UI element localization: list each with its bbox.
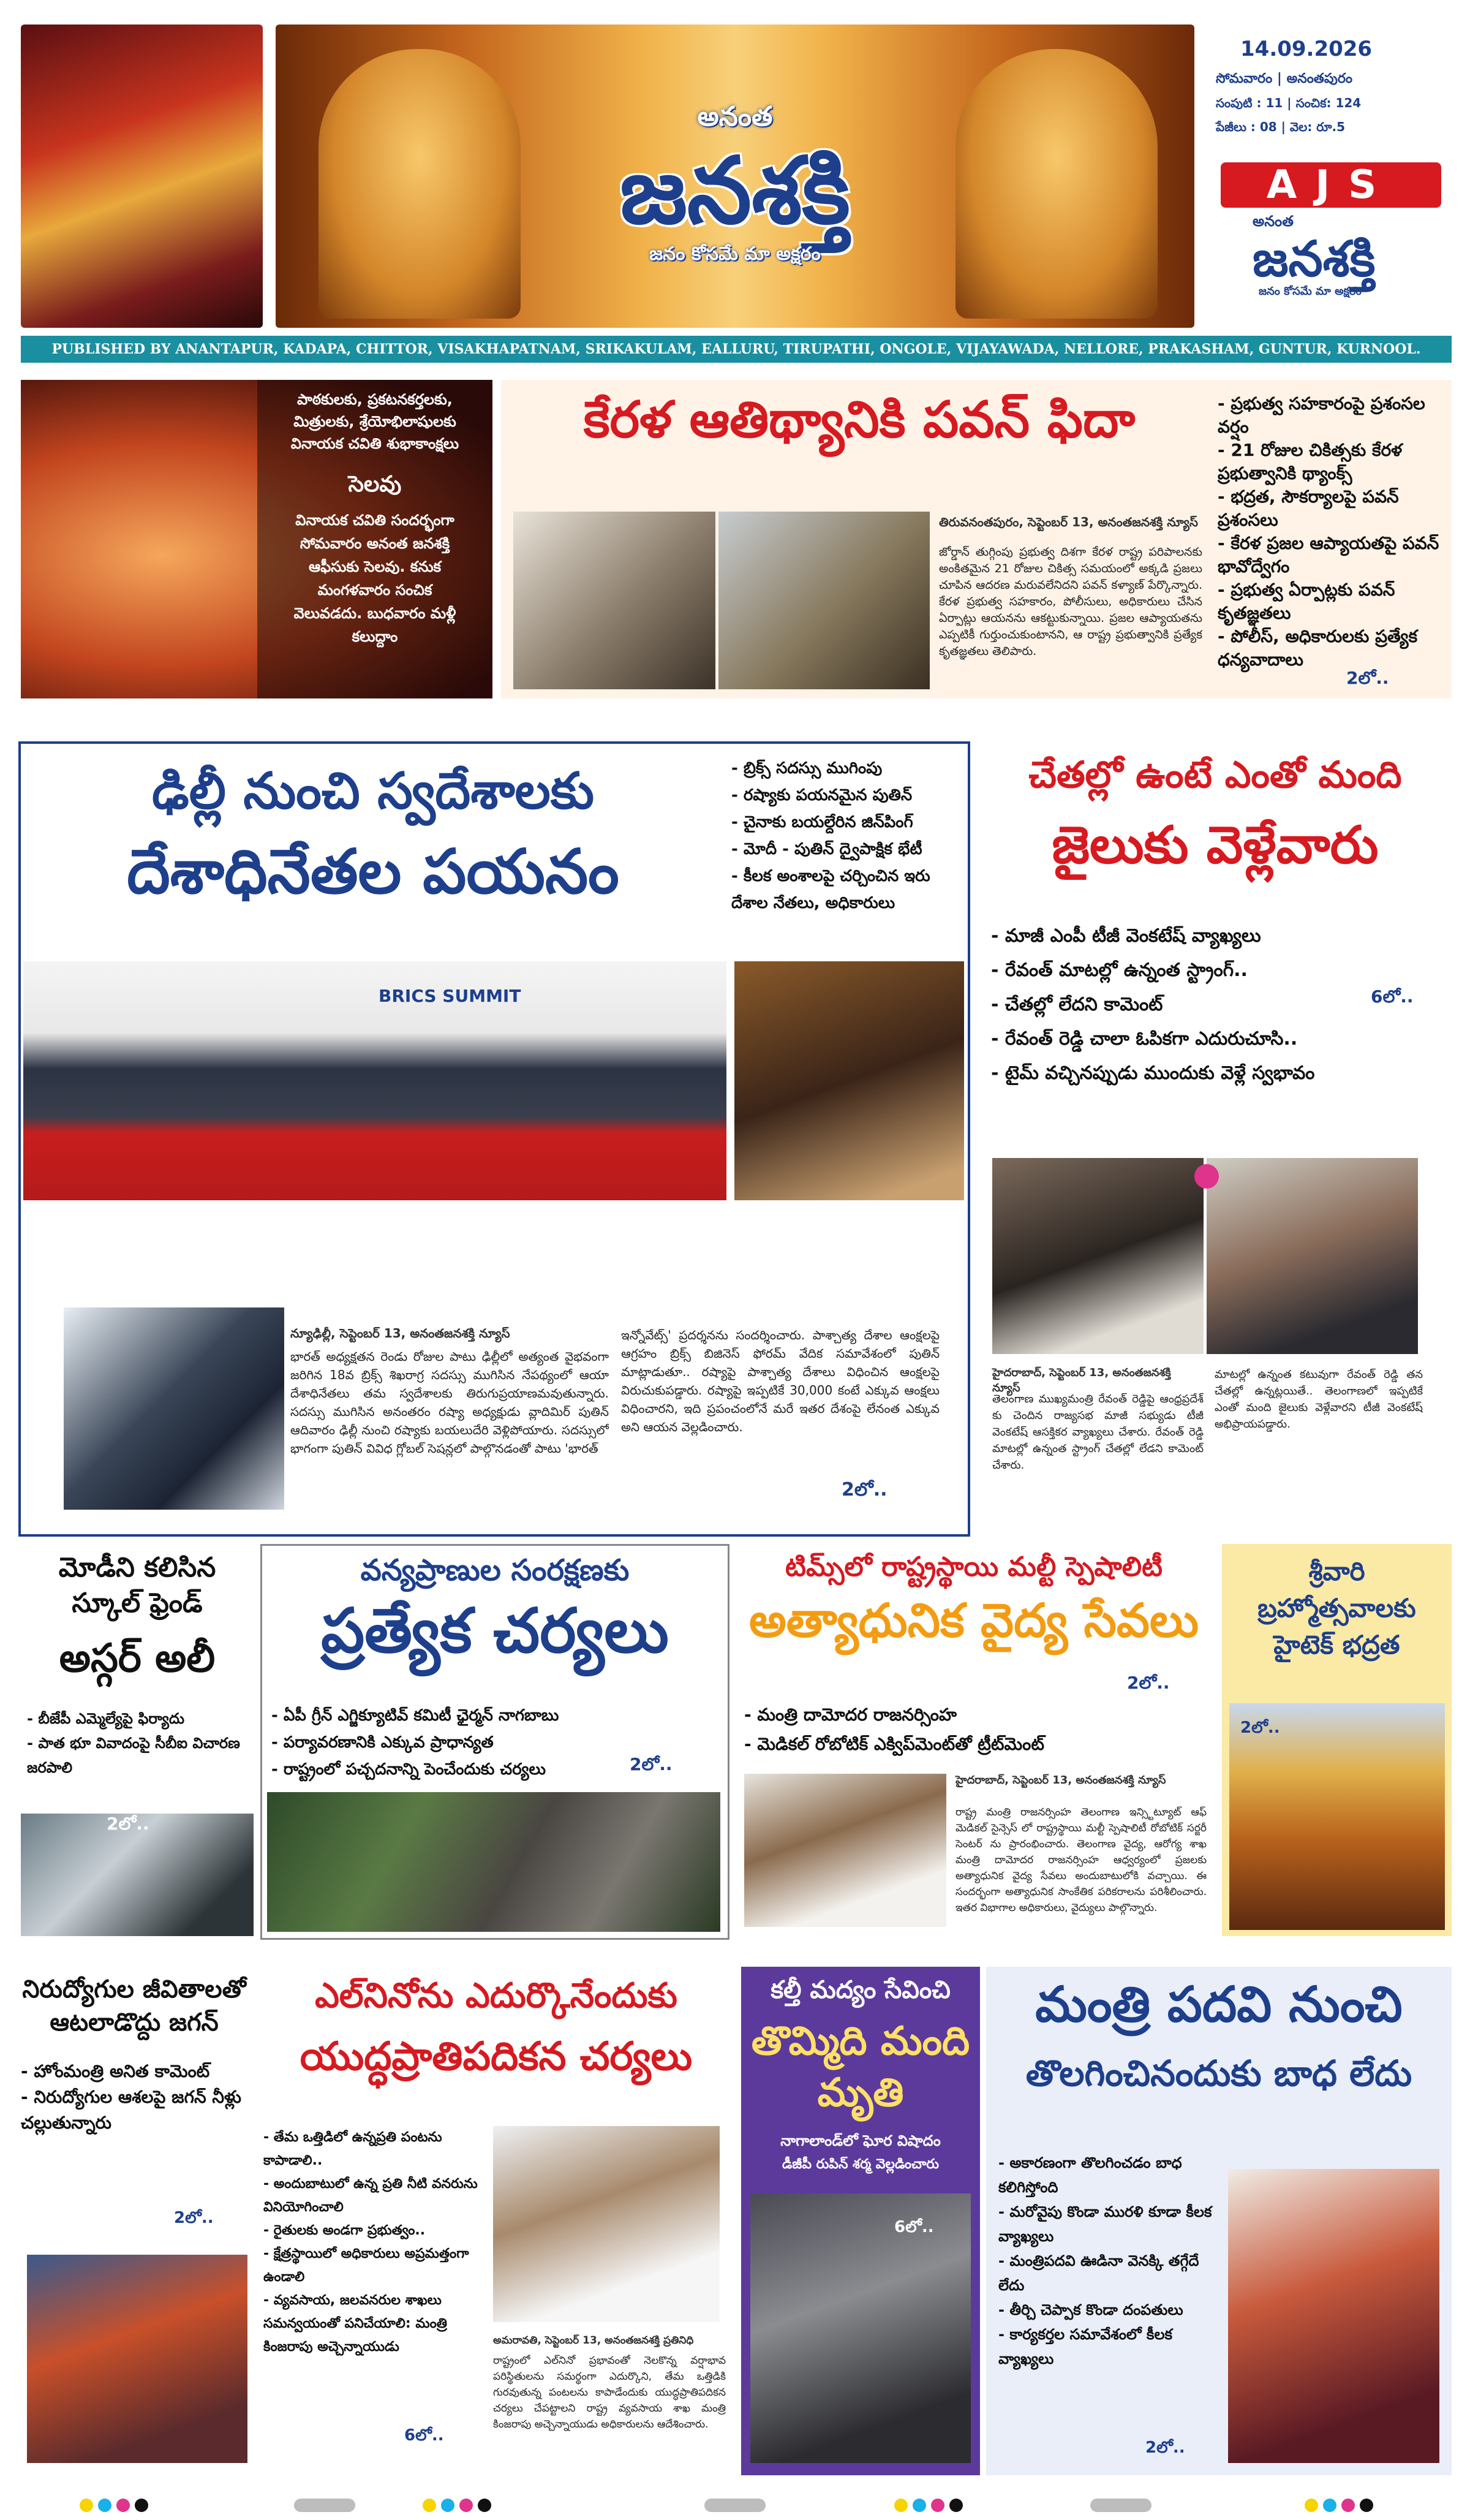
brics-bullets: [731, 755, 958, 917]
kerala-bullet: - పోలీస్, అధికారులకు ప్రత్యేక ధన్యవాదాలు: [1218, 625, 1444, 672]
wildlife-bullet: - రాష్ట్రంలో పచ్చదనాన్ని పెంచేందుకు చర్యలు: [271, 1756, 725, 1783]
revanth-reddy-photo: [1207, 1158, 1418, 1354]
elnino-bullet: - క్షేత్రస్థాయిలో అధికారులు అప్రమత్తంగా ఉండాలి: [263, 2242, 484, 2289]
jagan-bullet: - హోంమంత్రి అనిత కామెంట్: [21, 2059, 247, 2084]
wildlife-headline-1: వన్యప్రాణుల సంరక్షణకు: [360, 1553, 630, 1587]
revanth-bullet: - రేవంత్ రెడ్డి చాలా ఓపికగా ఎదురుచూసి..: [991, 1022, 1444, 1056]
wildlife-headline-2: ప్రత్యేక చర్యలు: [321, 1595, 669, 1667]
brics-page-ref: 2లో..: [842, 1479, 888, 1500]
holiday-text: వినాయక చవితి సందర్భంగా సోమవారం అనంత జనశక్తి ఆఫీసుకు సెలవు. కనుక మంగళవారం సంచిక వెలువడదు. బుధవారం మళ్లీ కలుద్దాం: [293, 512, 456, 645]
minister-bullet: - తీర్చి చెప్పాక కొండా దంపతులు: [998, 2298, 1213, 2322]
brics-dateline: న్యూఢిల్లీ, సెప్టెంబర్ 13, అనంతజనశక్తి న్యూస్: [290, 1326, 510, 1341]
kerala-leader-photo: [718, 512, 930, 689]
liquor-headline-1: కల్తీ మద్యం సేవించి: [771, 1976, 951, 2004]
elnino-body: రాష్ట్రంలో ఎల్‌నినో ప్రభావంతో నెలకొన్న వర్షాభావ పరిస్థితులను సమర్థంగా ఎదుర్కొని, తేమ ఒత్తిడికి గురవుతున్న పంటలను కాపాడేందుకు యుద్ధప్రాతిపదికన చర్యలు చేపట్టాలని రాష్ట్ర వ్యవసాయ శాఖ మంత్రి కింజరాపు అచ్చెన్నాయుడు అధికారులను ఆదేశించారు.: [493, 2355, 726, 2431]
kerala-dateline: తిరువనంతపురం, సెప్టెంబర్ 13, అనంతజనశక్తి న్యూస్: [939, 515, 1198, 529]
issue-date: 14.09.2026: [1240, 37, 1373, 61]
reg-swatch: [478, 2499, 491, 2512]
revanth-body-2: మాటల్లో ఉన్నంత కటువుగా రేవంత్ రెడ్డి తన చేతల్లో ఉన్నట్లయితే.. తెలంగాణలో ఇప్పటికే ఎంతో మంది జైలుకు వెళ్లేవారని టీజీ వెంకటేష్ అభిప్రాయపడ్డారు.: [1215, 1368, 1423, 1431]
revanth-bullet: - చేతల్లో లేదని కామెంట్: [991, 988, 1444, 1022]
tirumala-section: [1222, 1544, 1452, 1936]
damodara-photo: [744, 1774, 946, 1927]
issue-pages-price: పేజీలు : 08 | వెల: రూ.5: [1216, 119, 1346, 134]
ajs-logo: [1210, 162, 1452, 208]
elnino-bullet: - వ్యవసాయ, జలవనరుల శాఖలు సమన్వయంతో పనిచేయాలి: మంత్రి కింజరాపు అచ్చెన్నాయుడు: [263, 2289, 484, 2359]
reg-swatch: [931, 2499, 944, 2512]
jagan-bullet: - నిరుద్యోగుల ఆశలపై జగన్ నీళ్లు చల్లుతున్నారు: [21, 2084, 247, 2136]
reg-swatch: [80, 2499, 93, 2512]
medical-body: రాష్ట్ర మంత్రి రాజనర్సింహ తెలంగాణ ఇన్స్టిట్యూట్ ఆఫ్ మెడికల్ సైన్సెస్ లో రాష్ట్రస్థాయి మల్టీ స్పెషాలిటీ రోబోటిక్ సర్జరీ సెంటర్ ను ప్రారంభించారు. తెలంగాణ వైద్య, ఆరోగ్య శాఖ మంత్రి దామోదర రాజనర్సింహ ఆధ్వర్యంలో ప్రజలకు అత్యాధునిక వైద్య సేవలు అందుబాటులోకి వచ్చాయి. ఈ సందర్భంగా అత్యాధునిక సాంకేతిక పరికరాలను పరిశీలించారు. ఇతర విభాగాల అధికారులు, వైద్యులు పాల్గొన్నారు.: [956, 1806, 1207, 1914]
liquor-sub-2: డీజీపీ రుపిన్ శర్మ వెల్లడించారు: [782, 2157, 940, 2172]
minister-page-ref: 2లో..: [1145, 2439, 1185, 2457]
elnino-section: [251, 1967, 741, 2475]
kerala-section: [501, 380, 1452, 698]
brics-bullet: - బ్రిక్స్ సదస్సు ముగింపు: [731, 755, 958, 782]
brics-bullet: - కీలక అంశాలపై చర్చించిన ఇరు దేశాల నేతలు, అధికారులు: [731, 863, 958, 917]
reg-bar: [294, 2499, 355, 2512]
reg-bar: [704, 2499, 766, 2512]
anitha-photo: [27, 2255, 247, 2463]
medical-bullet: - మంత్రి దామోదర రాజనర్సింహ: [744, 1700, 1210, 1730]
medical-bullets: [744, 1700, 1210, 1759]
reg-swatch: [894, 2499, 908, 2512]
minister-bullet: - మరోవైపు కొండా మురళి కూడా కీలక వ్యాఖ్యలు: [998, 2200, 1213, 2249]
liquor-page-ref: 6లో..: [894, 2218, 934, 2236]
play-icon[interactable]: [1194, 1164, 1219, 1189]
putin-modi-photo: [64, 1307, 284, 1510]
modi-photo: [734, 961, 964, 1200]
elnino-bullet: - రైతులకు అండగా ప్రభుత్వం..: [263, 2219, 484, 2242]
wildlife-section: [260, 1544, 729, 1940]
liquor-headline-2: తొమ్మిది మంది మృతి: [751, 2019, 970, 2116]
asgar-page-ref: 2లో..: [107, 1814, 149, 1834]
minister-headline-1: మంత్రి పదవి నుంచి: [1035, 1976, 1403, 2033]
brics-bullet: - చైనాకు బయల్దేరిన జిన్‌పింగ్: [731, 809, 958, 836]
issue-info: [1216, 37, 1461, 137]
kerala-body: జోర్డాన్ తుగ్గింపు ప్రభుత్వ దిశగా కేరళ రాష్ట్ర పరిపాలనకు అంకితమైన 21 రోజుల చికిత్స సమయంలో అక్కడి ప్రజలు చూపిన ఆదరణ మరువలేనిదని పవన్ కళ్యాణ్ పేర్కొన్నారు. కేరళ ప్రభుత్వ సహకారం, పోలీసులు, అధికారులు చేసిన ఏర్పాట్లు ఆయనను ఆకట్టుకున్నాయి. ప్రజల ఆప్యాయతను ఎప్పటికీ గుర్తుంచుకుంటానని, ఆ రాష్ట్ర ప్రభుత్వానికి ప్రత్యేక కృతజ్ఞతలు తెలిపారు.: [939, 545, 1202, 658]
masthead-title-top: అనంత: [697, 101, 773, 132]
pawan-kalyan-photo: [513, 512, 715, 689]
revanth-bullet: - టైమ్ వచ్చినప్పుడు ముందుకు వెళ్లే స్వభావం: [991, 1056, 1444, 1091]
tg-venkatesh-photo: [992, 1158, 1204, 1354]
minister-bullet: - అకారణంగా తొలగించడం బాధ కలిగిస్తోంది: [998, 2151, 1213, 2200]
atchannaidu-photo: [493, 2126, 720, 2322]
ajs-sub-top: అనంత: [1253, 213, 1294, 230]
wildlife-page-ref: 2లో..: [630, 1754, 673, 1774]
asgar-bullets: [27, 1706, 254, 1780]
tirumala-headline: శ్రీవారి బ్రహ్మోత్సవాలకు హైటెక్ భద్రత: [1257, 1556, 1416, 1660]
elephant-photo: [267, 1792, 720, 1932]
elnino-bullet: - తేమ ఒత్తిడిలో ఉన్నప్రతి పంటను కాపాడాలి..: [263, 2126, 484, 2173]
revanth-headline-1: చేతల్లో ఉంటే ఎంతో మంది: [1028, 754, 1402, 796]
revanth-body-1: తెలంగాణ ముఖ్యమంత్రి రేవంత్ రెడ్డిపై ఆంధ్రప్రదేశ్ కు చెందిన రాజ్యసభ మాజీ సభ్యుడు టీజీ వెంకటేష్ ఆసక్తికర వ్యాఖ్యలు చేశారు. రేవంత్ రెడ్డి మాటల్లో ఉన్నంత స్ట్రాంగ్ చేతల్లో లేడని కామెంట్ చేశారు.: [992, 1393, 1204, 1472]
ganesha-left: [318, 49, 521, 319]
greeting-text: పాఠకులకు, ప్రకటనకర్తలకు, మిత్రులకు, శ్రేయోభిలాషులకు వినాయక చవితి శుభాకాంక్షలు: [290, 391, 459, 452]
minister-bullets: [998, 2151, 1213, 2371]
editions-strip: PUBLISHED BY ANANTAPUR, KADAPA, CHITTOR, VISAKHAPATNAM, SRIKAKULAM, EALLURU, TIRUPATHI, ONGOLE, VIJAYAWADA, NELLORE, PRAKASHAM, GUNTUR, KURNOOL.: [21, 336, 1452, 363]
reg-swatch: [441, 2499, 454, 2512]
ajs-letter-box: AJS: [1221, 162, 1441, 208]
kerala-headline: కేరళ ఆతిథ్యానికి పవన్ ఫిదా: [583, 391, 1136, 449]
elnino-bullet: - అందుబాటులో ఉన్న ప్రతి నీటి వనరును వినియోగించాలి: [263, 2173, 484, 2219]
liquor-bottles-photo: [750, 2193, 971, 2463]
ajs-logo-box: [1210, 162, 1452, 328]
masthead-tagline: జనం కోసమే మా అక్షరం: [649, 243, 821, 265]
brics-group-photo: [23, 961, 726, 1200]
kerala-bullet: - ప్రభుత్వ సహకారంపై ప్రశంసల వర్షం: [1218, 392, 1444, 439]
reg-bar: [1090, 2499, 1152, 2512]
brics-body-1: భారత్ అధ్యక్షతన రెండు రోజుల పాటు ఢిల్లీలో అత్యంత వైభవంగా జరిగిన 18వ బ్రిక్స్ శిఖరాగ్ర సదస్సు ముగిసిన నేపథ్యంలో ఆయా దేశాధినేతలు తమ స్వదేశాలకు తిరుగుప్రయాణమవుతున్నారు. సదస్సు ముగిసిన అనంతరం రష్యా అధ్యక్షుడు వ్లాదిమిర్ పుతిన్ ఆదివారం ఢిల్లీ నుంచి రష్యాకు బయలుదేరి వెళ్లిపోయారు. సదస్సులో భాగంగా పుతిన్ వివిధ గ్లోబల్ సెషన్లలో పాల్గొనడంతో పాటు 'భారత్: [290, 1349, 609, 1456]
medical-dateline: హైదరాబాద్, సెప్టెంబర్ 13, అనంతజనశక్తి న్యూస్: [956, 1774, 1166, 1787]
elnino-page-ref: 6లో..: [404, 2426, 444, 2445]
jagan-section: [21, 1967, 247, 2475]
holiday-title: సెలవు: [348, 472, 402, 497]
reg-swatch: [1305, 2499, 1318, 2512]
kerala-bullet: - కేరళ ప్రజల ఆప్యాయతపై పవన్ భావోద్వేగం: [1218, 532, 1444, 578]
ganesha-right: [956, 49, 1158, 319]
greeting-box: [257, 380, 492, 698]
reg-swatch: [98, 2499, 111, 2512]
issue-volume: సంపుటి : 11 | సంచిక: 124: [1216, 96, 1362, 110]
asgar-section: [21, 1544, 254, 1936]
reg-swatch: [116, 2499, 130, 2512]
medical-section: [735, 1544, 1213, 1936]
deity-photo: [21, 25, 263, 328]
asgar-headline-1: మోడీని కలిసిన స్కూల్ ఫ్రెండ్: [58, 1552, 216, 1619]
kerala-page-ref: 2లో..: [1346, 668, 1389, 688]
brics-bullet: - మోదీ - పుతిన్ ద్వైపాక్షిక భేటీ: [731, 836, 958, 863]
registration-marks: [0, 2492, 1470, 2517]
minister-section: [986, 1967, 1452, 2475]
revanth-dateline: హైదరాబాద్, సెప్టెంబర్ 13, అనంతజనశక్తి న్యూస్: [992, 1366, 1171, 1394]
elnino-bullets: [263, 2126, 484, 2359]
brics-headline-2: దేశాధినేతల పయనం: [127, 836, 619, 907]
elnino-headline-2: యుద్ధప్రాతిపదికన చర్యలు: [300, 2034, 693, 2079]
masthead-title-box: [545, 101, 925, 279]
minister-bullet: - మంత్రిపదవి ఊడినా వెనక్కి తగ్గేదే లేదు: [998, 2249, 1213, 2298]
revanth-bullet: - మాజీ ఎంపీ టీజీ వెంకటేష్ వ్యాఖ్యలు: [991, 919, 1444, 953]
reg-swatch: [423, 2499, 436, 2512]
reg-swatch: [949, 2499, 963, 2512]
reg-swatch: [913, 2499, 926, 2512]
konda-surekha-photo: [1228, 2169, 1439, 2463]
jagan-page-ref: 2లో..: [174, 2209, 214, 2227]
revanth-section: [979, 741, 1452, 1532]
asgar-bullet: - బీజేపీ ఎమ్మెల్యేపై ఫిర్యాదు: [27, 1706, 254, 1731]
elnino-dateline: అమరావతి, సెప్టెంబర్ 13, అనంతజనశక్తి ప్రతినిధి: [493, 2334, 694, 2347]
revanth-bullet: - రేవంత్ మాటల్లో ఉన్నంత స్ట్రాంగ్..: [991, 953, 1444, 988]
reg-swatch: [1323, 2499, 1336, 2512]
reg-swatch: [1341, 2499, 1355, 2512]
brics-body-2: ఇన్నోవేట్స్' ప్రదర్శనను సందర్శించారు. పాశ్చాత్య దేశాల ఆంక్షలపై ఆగ్రహం బ్రిక్స్ బిజినెస్ ఫోరమ్ వేదిక సమావేశంలో పుతిన్ మాట్లాడుతూ.. రష్యాపై పాశ్చాత్య దేశాలు విధించిన ఆంక్షలపై విరుచుకుపడ్డారు. రష్యాపై ఇప్పటికే 30,000 కంటే ఎక్కువ ఆంక్షలు విధించారని, ఇది ప్రపంచంలోనే మరే ఇతర దేశంపై లేనంత ఎక్కువ అని ఆయన వెల్లడించారు.: [621, 1328, 940, 1434]
medical-bullet: - మెడికల్ రోబోటిక్ ఎక్విప్‌మెంట్‌తో ట్రీట్‌మెంట్: [744, 1730, 1210, 1759]
medical-page-ref: 2లో..: [1127, 1673, 1170, 1693]
kerala-bullets: [1218, 392, 1444, 672]
reg-swatch: [135, 2499, 148, 2512]
medical-headline: అత్యాధునిక వైద్య సేవలు: [748, 1593, 1199, 1648]
asgar-bullet: - పాత భూ వివాదంపై సీబీఐ విచారణ జరపాలి: [27, 1731, 254, 1780]
wildlife-bullet: - ఏపీ గ్రీన్ ఎగ్జిక్యూటివ్ కమిటీ ఛైర్మన్ నాగబాబు: [271, 1702, 725, 1729]
wildlife-bullet: - పర్యావరణానికి ఎక్కువ ప్రాధాన్యత: [271, 1729, 725, 1756]
kerala-bullet: - 21 రోజుల చికిత్సకు కేరళ ప్రభుత్వానికి థ్యాంక్స్: [1218, 439, 1444, 485]
kerala-bullet: - భద్రత, సౌకర్యాలపై పవన్ ప్రశంసలు: [1218, 485, 1444, 532]
revanth-headline-2: జైలుకు వెళ్లేవారు: [1052, 815, 1379, 875]
ajs-sub: జనశక్తి: [1253, 230, 1376, 287]
reg-swatch: [1360, 2499, 1373, 2512]
minister-bullet: - కార్యకర్తల సమావేశంలో కీలక వ్యాఖ్యలు: [998, 2322, 1213, 2371]
brics-banner-text: BRICS SUMMIT: [379, 986, 521, 1006]
liquor-sub-1: నాగాలాండ్‌లో ఘోర విషాదం: [780, 2132, 941, 2149]
medical-kicker: టిమ్స్‌లో రాష్ట్రస్థాయి మల్టీ స్పెషాలిటీ: [785, 1551, 1163, 1583]
elnino-headline-1: ఎల్‌నినోను ఎదుర్కొనేందుకు: [315, 1976, 677, 2016]
issue-day-city: సోమవారం | అనంతపురం: [1216, 71, 1353, 86]
ajs-tagline: జనం కోసమే మా అక్షరం: [1259, 285, 1362, 298]
masthead-title: జనశక్తి: [620, 138, 850, 244]
tirumala-page-ref: 2లో..: [1240, 1719, 1280, 1737]
liquor-section: [741, 1967, 980, 2475]
jagan-headline: నిరుద్యోగుల జీవితాలతో ఆటలాడొద్దు జగన్: [22, 1975, 246, 2037]
brics-section: [18, 741, 970, 1537]
minister-headline-2: తొలగించినందుకు బాధ లేదు: [1025, 2053, 1412, 2094]
revanth-page-ref: 6లో..: [1371, 986, 1414, 1007]
kerala-bullet: - ప్రభుత్వ ఏర్పాట్లకు పవన్ కృతజ్ఞతలు: [1218, 578, 1444, 625]
asgar-headline-2: అస్గర్ అలీ: [59, 1636, 216, 1681]
brics-bullet: - రష్యాకు పయనమైన పుతిన్: [731, 782, 958, 809]
reg-swatch: [459, 2499, 473, 2512]
brics-headline-1: ఢిల్లీ నుంచి స్వదేశాలకు: [152, 762, 594, 820]
jagan-bullets: [21, 2059, 247, 2136]
